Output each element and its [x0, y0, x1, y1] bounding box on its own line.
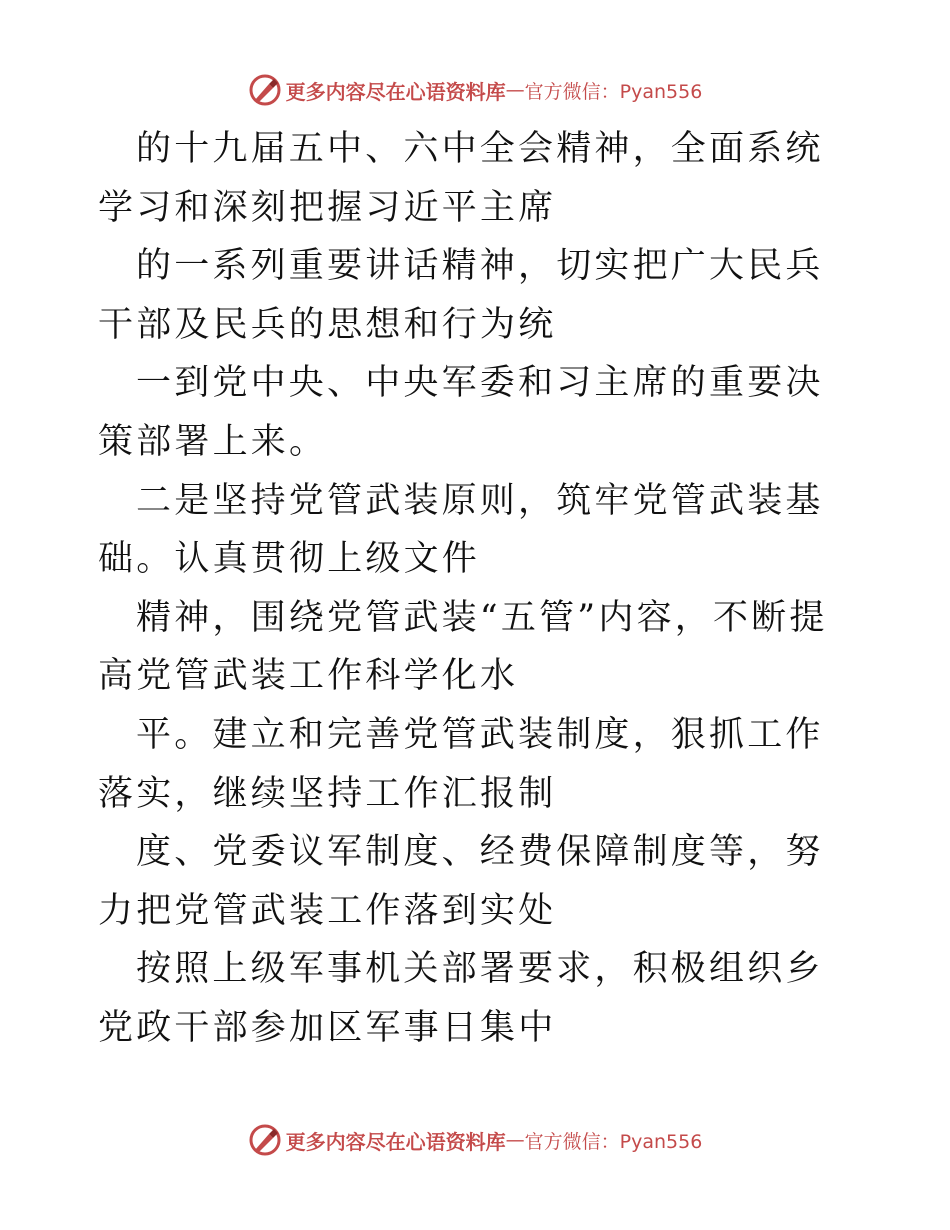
paragraph: 按照上级军事机关部署要求，积极组织乡党政干部参加区军事日集中: [98, 949, 824, 1048]
paragraph: 的十九届五中、六中全会精神，全面系统学习和深刻把握习近平主席: [98, 129, 824, 228]
paragraph: 的一系列重要讲话精神，切实把广大民兵干部及民兵的思想和行为统: [98, 246, 824, 345]
paragraph: 一到党中央、中央军委和习主席的重要决策部署上来。: [98, 363, 824, 462]
watermark-wechat-text: 官方微信：Pyan556: [524, 1130, 703, 1153]
watermark-dash: —: [505, 1129, 525, 1151]
document-body: [0, 120, 950, 1058]
watermark-main-text: 更多内容尽在心语资料库: [285, 1129, 506, 1154]
pen-logo-icon: [248, 1123, 282, 1157]
header-watermark: [0, 70, 950, 110]
paragraph: 度、党委议军制度、经费保障制度等，努力把党管武装工作落到实处: [98, 832, 824, 931]
paragraph: 平。建立和完善党管武装制度，狠抓工作落实，继续坚持工作汇报制: [98, 714, 824, 814]
watermark-dash: —: [505, 79, 525, 101]
paragraph: 二是坚持党管武装原则，筑牢党管武装基础。认真贯彻上级文件: [98, 480, 824, 580]
footer-watermark: [0, 1120, 950, 1160]
watermark-wechat-text: 官方微信：Pyan556: [524, 80, 703, 103]
pen-logo-icon: [248, 73, 282, 107]
watermark-main-text: 更多内容尽在心语资料库: [285, 79, 506, 104]
paragraph: 精神，围绕党管武装“五管”内容，不断提高党管武装工作科学化水: [98, 597, 828, 697]
